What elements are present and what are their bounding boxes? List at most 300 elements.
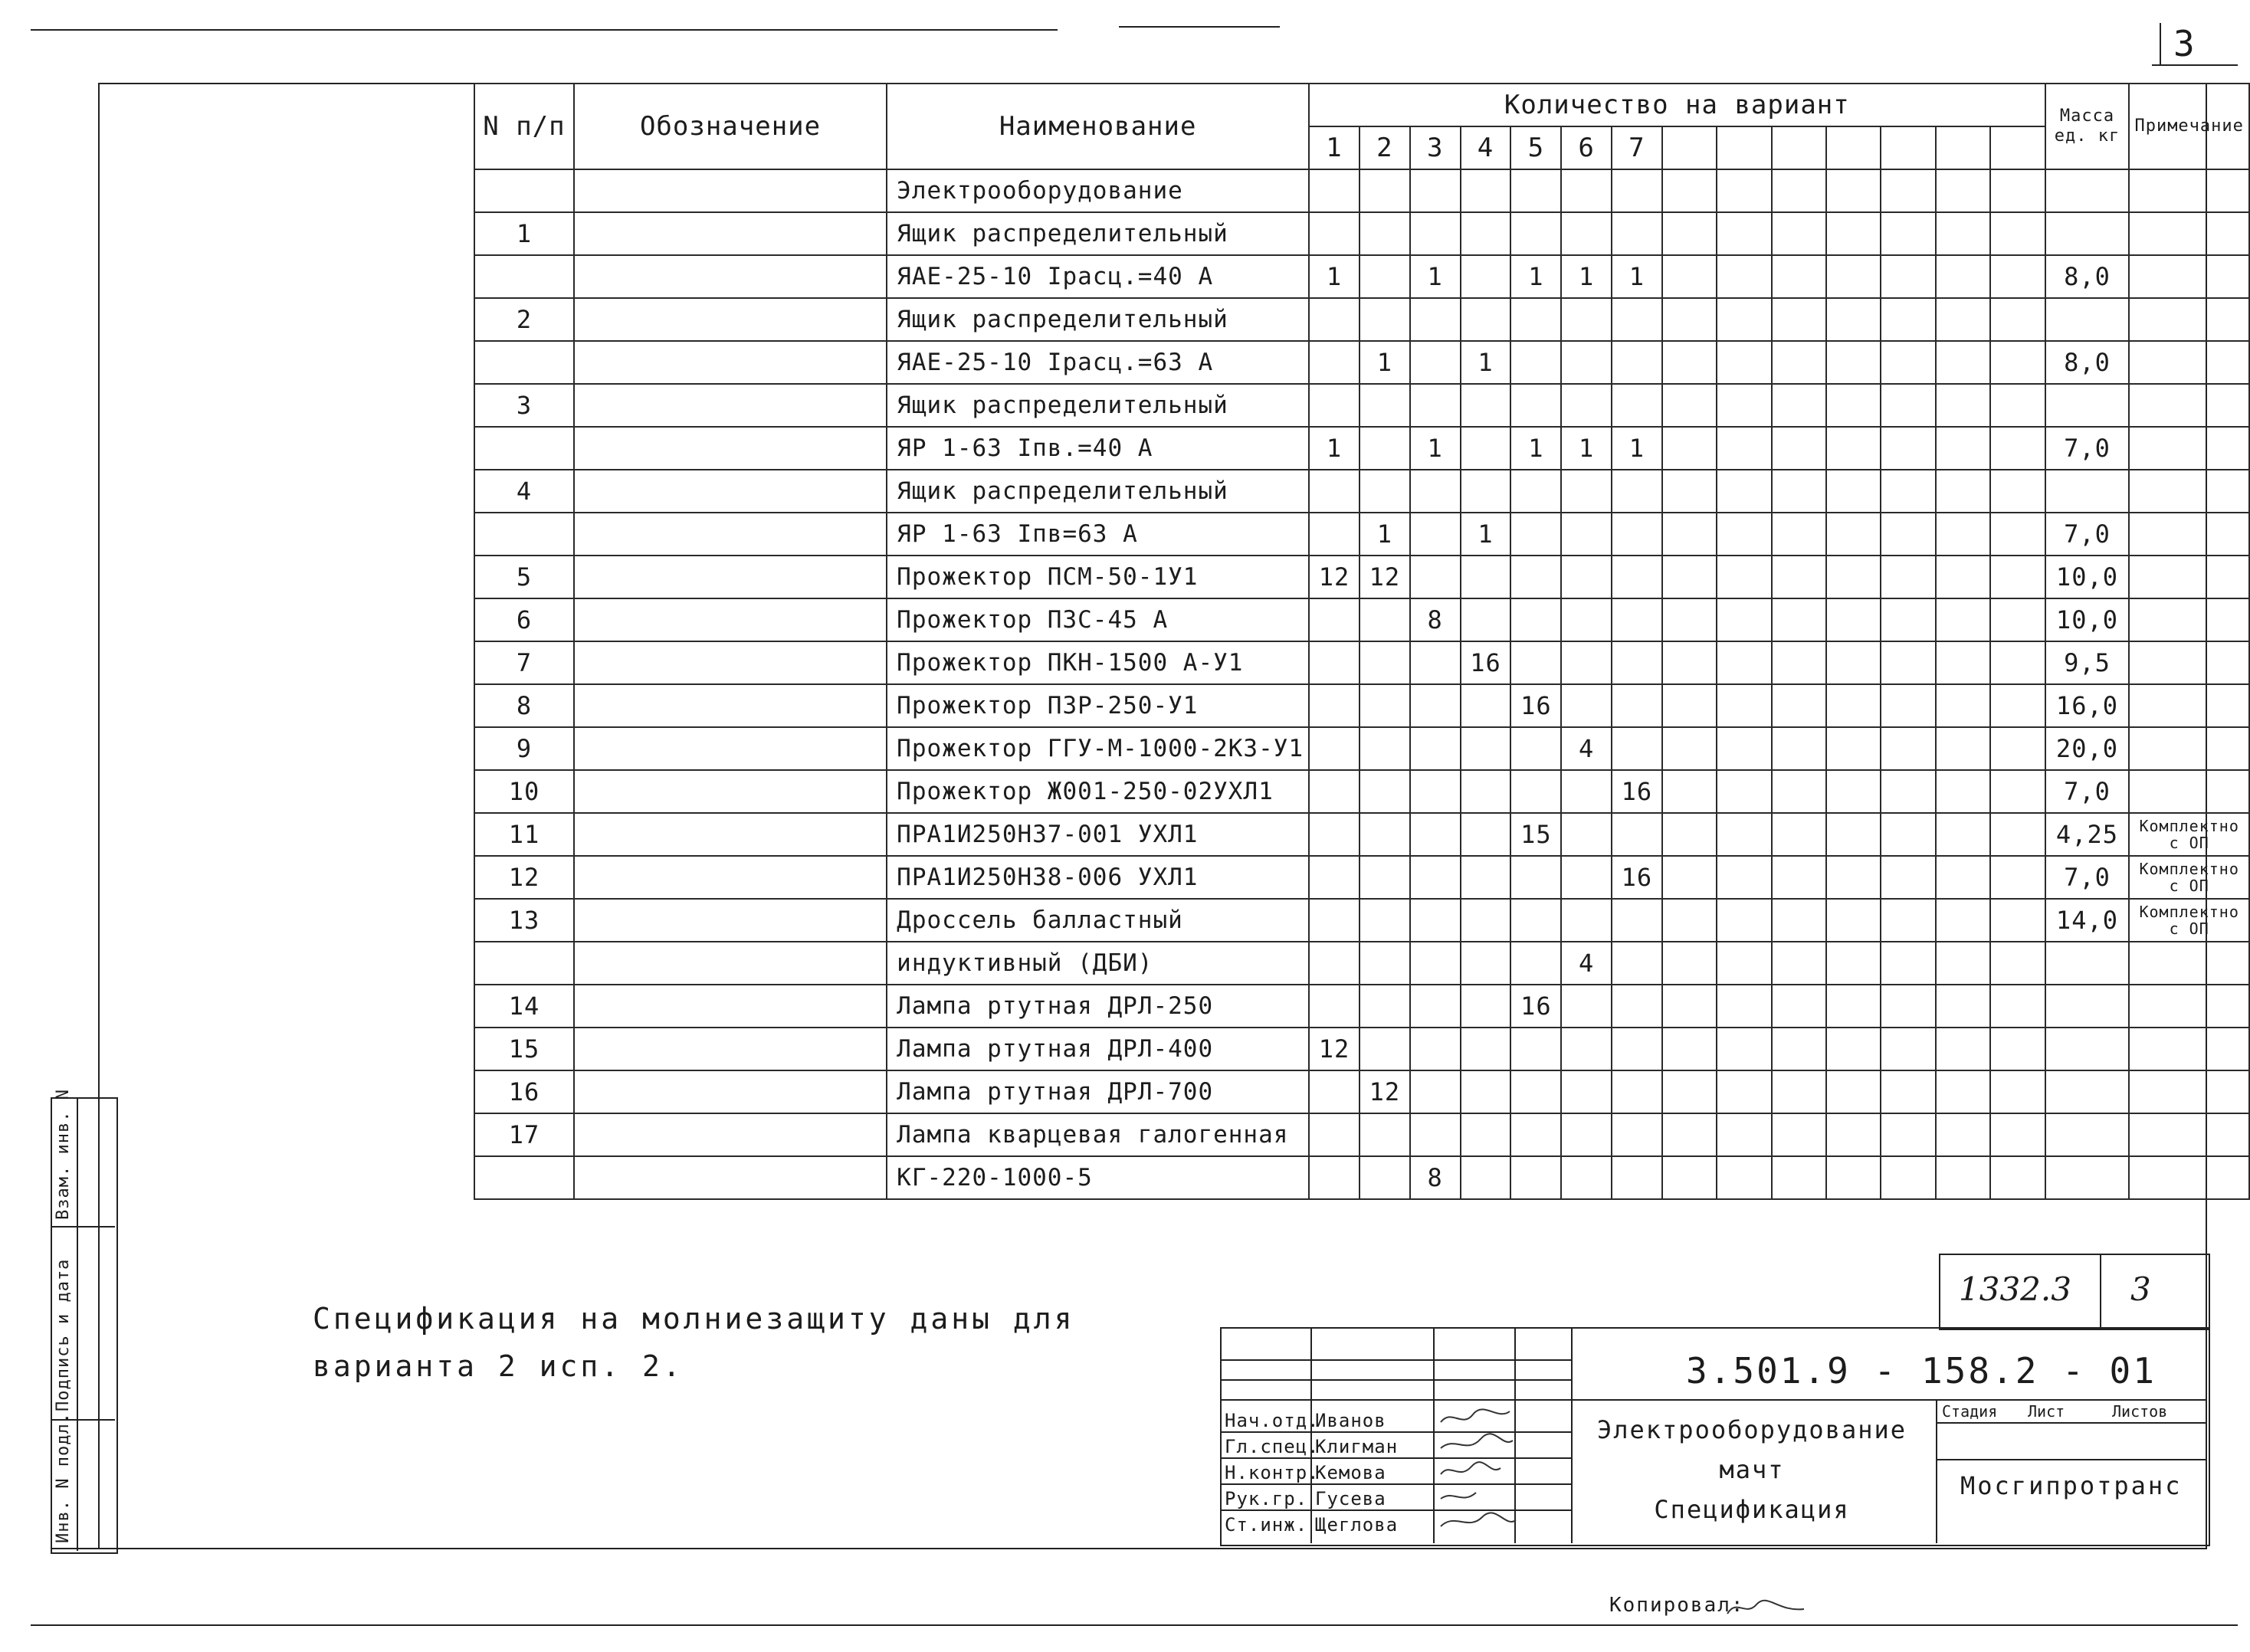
row-quantity-empty xyxy=(1772,341,1826,384)
row-quantity xyxy=(1561,513,1612,556)
row-quantity xyxy=(1410,770,1461,813)
row-quantity-empty xyxy=(1662,298,1717,341)
row-quantity-empty xyxy=(1717,1028,1771,1070)
row-quantity xyxy=(1360,255,1410,298)
table-row xyxy=(474,598,2249,641)
variant-header: 3 xyxy=(1410,126,1461,169)
row-quantity-empty xyxy=(1936,856,1990,899)
row-quantity-empty xyxy=(1717,1156,1771,1199)
row-quantity: 4 xyxy=(1561,727,1612,770)
row-quantity: 1 xyxy=(1309,427,1360,470)
table-row xyxy=(474,470,2249,513)
stamp-person: Гусева xyxy=(1315,1488,1386,1509)
row-quantity-empty xyxy=(1881,1113,1935,1156)
row-quantity xyxy=(1309,813,1360,856)
frame-bottom xyxy=(51,1548,2207,1549)
row-quantity-empty xyxy=(1717,813,1771,856)
row-quantity-empty xyxy=(1826,513,1881,556)
row-quantity xyxy=(1309,298,1360,341)
row-quantity-empty xyxy=(1990,598,2045,641)
row-designation xyxy=(574,513,887,556)
row-quantity xyxy=(1461,1156,1511,1199)
row-quantity xyxy=(1510,513,1561,556)
row-quantity: 1 xyxy=(1360,341,1410,384)
row-quantity-empty xyxy=(1881,1156,1935,1199)
row-quantity-empty xyxy=(1662,856,1717,899)
row-quantity-empty xyxy=(1826,470,1881,513)
row-note xyxy=(2129,556,2249,598)
row-quantity-empty xyxy=(1881,556,1935,598)
title-block-col xyxy=(1433,1327,1435,1543)
row-number: 9 xyxy=(474,727,574,770)
row-note xyxy=(2129,212,2249,255)
row-quantity-empty xyxy=(1772,255,1826,298)
row-note xyxy=(2129,1070,2249,1113)
row-quantity-empty xyxy=(1717,255,1771,298)
row-quantity-empty xyxy=(1772,598,1826,641)
row-quantity xyxy=(1561,770,1612,813)
row-quantity-empty xyxy=(1772,427,1826,470)
row-quantity: 16 xyxy=(1612,856,1662,899)
row-quantity-empty xyxy=(1717,770,1771,813)
variant-header-empty xyxy=(1990,126,2045,169)
row-quantity-empty xyxy=(1881,1070,1935,1113)
row-note xyxy=(2129,513,2249,556)
row-designation xyxy=(574,942,887,985)
copier-signature xyxy=(1724,1594,1809,1621)
row-quantity xyxy=(1461,255,1511,298)
row-mass xyxy=(2045,1156,2130,1199)
sheets-label: Листов xyxy=(2112,1402,2168,1421)
row-quantity-empty xyxy=(1826,556,1881,598)
row-quantity xyxy=(1461,556,1511,598)
row-quantity-empty xyxy=(1881,384,1935,427)
row-quantity-empty xyxy=(1717,985,1771,1028)
row-name: Лампа ртутная ДРЛ-700 xyxy=(887,1070,1309,1113)
row-quantity xyxy=(1561,641,1612,684)
row-quantity: 1 xyxy=(1612,255,1662,298)
row-quantity-empty xyxy=(1662,513,1717,556)
row-quantity xyxy=(1360,169,1410,212)
table-row xyxy=(474,255,2249,298)
row-quantity xyxy=(1410,641,1461,684)
row-quantity xyxy=(1309,684,1360,727)
row-quantity-empty xyxy=(1936,770,1990,813)
row-quantity xyxy=(1461,598,1511,641)
table-row xyxy=(474,169,2249,212)
row-quantity xyxy=(1561,1028,1612,1070)
row-name: Ящик распределительный xyxy=(887,212,1309,255)
row-quantity: 1 xyxy=(1461,341,1511,384)
row-quantity: 1 xyxy=(1461,513,1511,556)
row-mass: 20,0 xyxy=(2045,727,2130,770)
row-note xyxy=(2129,1028,2249,1070)
copied-by-label: Копировал: xyxy=(1609,1594,1745,1617)
row-number: 2 xyxy=(474,298,574,341)
row-quantity: 16 xyxy=(1461,641,1511,684)
row-quantity-empty xyxy=(1772,212,1826,255)
row-quantity xyxy=(1510,212,1561,255)
row-quantity-empty xyxy=(1826,298,1881,341)
row-quantity-empty xyxy=(1936,1028,1990,1070)
row-quantity-empty xyxy=(1772,684,1826,727)
row-quantity-empty xyxy=(1662,942,1717,985)
row-quantity xyxy=(1510,1156,1561,1199)
row-name: ЯР 1-63 Iпв.=40 А xyxy=(887,427,1309,470)
row-quantity xyxy=(1309,899,1360,942)
row-quantity xyxy=(1461,169,1511,212)
table-row xyxy=(474,1156,2249,1199)
header-name: Наименование xyxy=(887,84,1309,169)
row-quantity xyxy=(1612,813,1662,856)
row-quantity: 1 xyxy=(1561,427,1612,470)
row-quantity-empty xyxy=(1717,1070,1771,1113)
row-name: КГ-220-1000-5 xyxy=(887,1156,1309,1199)
row-name: Прожектор ПСМ-50-1У1 xyxy=(887,556,1309,598)
caption-line-2: варианта 2 исп. 2. xyxy=(313,1349,684,1383)
row-quantity xyxy=(1360,470,1410,513)
inventory-sheet: 3 xyxy=(2130,1270,2151,1308)
row-note xyxy=(2129,255,2249,298)
row-quantity xyxy=(1612,684,1662,727)
row-quantity xyxy=(1612,598,1662,641)
row-quantity-empty xyxy=(1990,1028,2045,1070)
row-quantity-empty xyxy=(1990,513,2045,556)
row-quantity-empty xyxy=(1717,556,1771,598)
row-quantity xyxy=(1461,212,1511,255)
row-quantity-empty xyxy=(1881,212,1935,255)
row-quantity xyxy=(1410,1028,1461,1070)
row-quantity-empty xyxy=(1826,1070,1881,1113)
variant-header-empty xyxy=(1826,126,1881,169)
variant-header-empty xyxy=(1772,126,1826,169)
row-quantity xyxy=(1410,341,1461,384)
row-quantity-empty xyxy=(1662,470,1717,513)
row-quantity xyxy=(1561,341,1612,384)
row-quantity xyxy=(1410,384,1461,427)
row-mass xyxy=(2045,384,2130,427)
row-note: Комплектно с ОП xyxy=(2129,899,2249,942)
specification-table xyxy=(474,83,2250,1200)
row-name: Прожектор ГГУ-М-1000-2КЗ-У1 xyxy=(887,727,1309,770)
row-quantity-empty xyxy=(1990,727,2045,770)
row-designation xyxy=(574,169,887,212)
stamp-person: Щеглова xyxy=(1315,1514,1399,1536)
side-label-replaced: Взам. инв. N xyxy=(54,1089,73,1220)
row-quantity-empty xyxy=(1936,427,1990,470)
top-border-line-right xyxy=(1119,26,1280,28)
row-quantity xyxy=(1309,1070,1360,1113)
row-note xyxy=(2129,384,2249,427)
table-row xyxy=(474,556,2249,598)
row-quantity: 1 xyxy=(1410,427,1461,470)
row-quantity-empty xyxy=(1881,727,1935,770)
row-quantity xyxy=(1561,212,1612,255)
row-quantity-empty xyxy=(1772,384,1826,427)
row-quantity xyxy=(1612,899,1662,942)
stamp-person: Иванов xyxy=(1315,1410,1386,1431)
row-quantity-empty xyxy=(1717,641,1771,684)
variant-header-empty xyxy=(1881,126,1935,169)
row-quantity-empty xyxy=(1662,427,1717,470)
row-quantity xyxy=(1561,556,1612,598)
specification-caption xyxy=(313,1295,1074,1390)
row-quantity xyxy=(1510,942,1561,985)
row-designation xyxy=(574,427,887,470)
row-quantity: 12 xyxy=(1309,1028,1360,1070)
row-quantity-empty xyxy=(1772,513,1826,556)
stamp-role: Ст.инж. xyxy=(1225,1514,1308,1536)
title-block-col xyxy=(1936,1399,1937,1543)
row-quantity-empty xyxy=(1881,298,1935,341)
row-quantity xyxy=(1309,770,1360,813)
side-stamp-divider xyxy=(77,1097,78,1551)
row-quantity-empty xyxy=(1826,727,1881,770)
row-quantity xyxy=(1360,598,1410,641)
row-quantity-empty xyxy=(1990,384,2045,427)
row-designation xyxy=(574,341,887,384)
row-note xyxy=(2129,1113,2249,1156)
row-mass: 10,0 xyxy=(2045,598,2130,641)
table-row xyxy=(474,1113,2249,1156)
row-quantity-empty xyxy=(1990,1113,2045,1156)
row-quantity-empty xyxy=(1936,556,1990,598)
row-quantity xyxy=(1510,899,1561,942)
sheet-number-divider xyxy=(2160,23,2161,66)
row-name: Лампа кварцевая галогенная xyxy=(887,1113,1309,1156)
row-quantity-empty xyxy=(1662,1070,1717,1113)
table-row xyxy=(474,856,2249,899)
row-name: Лампа ртутная ДРЛ-400 xyxy=(887,1028,1309,1070)
row-designation xyxy=(574,1156,887,1199)
variant-header: 2 xyxy=(1360,126,1410,169)
row-quantity xyxy=(1461,1070,1511,1113)
row-note xyxy=(2129,341,2249,384)
row-mass: 16,0 xyxy=(2045,684,2130,727)
row-number xyxy=(474,169,574,212)
row-quantity xyxy=(1461,727,1511,770)
row-mass: 14,0 xyxy=(2045,899,2130,942)
row-quantity-empty xyxy=(1772,1070,1826,1113)
row-quantity-empty xyxy=(1990,1070,2045,1113)
row-note: Комплектно с ОП xyxy=(2129,813,2249,856)
row-quantity-empty xyxy=(1990,985,2045,1028)
row-mass: 7,0 xyxy=(2045,856,2130,899)
row-mass xyxy=(2045,212,2130,255)
row-quantity xyxy=(1612,1070,1662,1113)
row-number: 11 xyxy=(474,813,574,856)
row-designation xyxy=(574,212,887,255)
row-quantity xyxy=(1561,1156,1612,1199)
row-quantity-empty xyxy=(1990,427,2045,470)
row-quantity xyxy=(1561,384,1612,427)
row-quantity-empty xyxy=(1717,298,1771,341)
row-quantity-empty xyxy=(1936,684,1990,727)
row-quantity-empty xyxy=(1772,813,1826,856)
row-quantity: 12 xyxy=(1309,556,1360,598)
row-quantity-empty xyxy=(1717,727,1771,770)
row-quantity-empty xyxy=(1826,169,1881,212)
row-quantity-empty xyxy=(1717,513,1771,556)
row-quantity-empty xyxy=(1936,513,1990,556)
row-quantity-empty xyxy=(1936,169,1990,212)
row-quantity-empty xyxy=(1881,427,1935,470)
row-quantity xyxy=(1410,985,1461,1028)
table-row xyxy=(474,985,2249,1028)
row-quantity xyxy=(1360,1028,1410,1070)
row-quantity xyxy=(1561,169,1612,212)
variant-header: 7 xyxy=(1612,126,1662,169)
row-name: Ящик распределительный xyxy=(887,470,1309,513)
row-quantity xyxy=(1410,470,1461,513)
row-quantity xyxy=(1612,513,1662,556)
table-row xyxy=(474,427,2249,470)
row-designation xyxy=(574,556,887,598)
row-quantity xyxy=(1410,1070,1461,1113)
row-quantity: 15 xyxy=(1510,813,1561,856)
row-quantity-empty xyxy=(1990,684,2045,727)
row-note xyxy=(2129,770,2249,813)
row-quantity-empty xyxy=(1772,1113,1826,1156)
row-quantity xyxy=(1410,684,1461,727)
row-name: ПРА1И250Н38-006 УХЛ1 xyxy=(887,856,1309,899)
table-row xyxy=(474,212,2249,255)
row-quantity-empty xyxy=(1936,341,1990,384)
row-quantity xyxy=(1360,298,1410,341)
row-quantity-empty xyxy=(1826,255,1881,298)
row-quantity-empty xyxy=(1881,255,1935,298)
row-quantity-empty xyxy=(1717,856,1771,899)
table-row xyxy=(474,298,2249,341)
row-number: 7 xyxy=(474,641,574,684)
row-number: 12 xyxy=(474,856,574,899)
row-designation xyxy=(574,899,887,942)
row-quantity xyxy=(1410,169,1461,212)
row-quantity: 1 xyxy=(1510,427,1561,470)
document-title-line-1: Электрооборудование мачт xyxy=(1596,1415,1907,1484)
row-mass: 8,0 xyxy=(2045,341,2130,384)
row-quantity xyxy=(1309,212,1360,255)
row-quantity xyxy=(1309,169,1360,212)
row-quantity xyxy=(1309,1156,1360,1199)
stamp-role: Рук.гр. xyxy=(1225,1488,1308,1509)
table-row xyxy=(474,684,2249,727)
row-quantity xyxy=(1461,856,1511,899)
row-mass xyxy=(2045,1113,2130,1156)
table-row xyxy=(474,1028,2249,1070)
row-quantity-empty xyxy=(1990,813,2045,856)
row-quantity xyxy=(1461,427,1511,470)
row-quantity-empty xyxy=(1990,770,2045,813)
row-designation xyxy=(574,1028,887,1070)
row-quantity-empty xyxy=(1772,727,1826,770)
row-note xyxy=(2129,1156,2249,1199)
row-quantity xyxy=(1410,298,1461,341)
row-quantity xyxy=(1612,641,1662,684)
title-block-line xyxy=(1220,1399,2207,1401)
row-number: 1 xyxy=(474,212,574,255)
row-quantity-empty xyxy=(1826,856,1881,899)
row-quantity-empty xyxy=(1772,985,1826,1028)
row-quantity xyxy=(1410,556,1461,598)
row-quantity xyxy=(1360,641,1410,684)
row-quantity xyxy=(1510,727,1561,770)
row-quantity-empty xyxy=(1936,212,1990,255)
row-quantity xyxy=(1309,1113,1360,1156)
variant-header: 5 xyxy=(1510,126,1561,169)
row-number: 4 xyxy=(474,470,574,513)
row-name: Прожектор ПКН-1500 А-У1 xyxy=(887,641,1309,684)
header-designation: Обозначение xyxy=(574,84,887,169)
row-quantity-empty xyxy=(1772,470,1826,513)
row-quantity: 4 xyxy=(1561,942,1612,985)
row-quantity xyxy=(1461,1113,1511,1156)
row-quantity-empty xyxy=(1881,169,1935,212)
row-quantity-empty xyxy=(1662,169,1717,212)
row-quantity: 16 xyxy=(1612,770,1662,813)
row-quantity-empty xyxy=(1662,255,1717,298)
row-quantity xyxy=(1561,1070,1612,1113)
row-note xyxy=(2129,684,2249,727)
row-quantity-empty xyxy=(1936,298,1990,341)
row-quantity-empty xyxy=(1826,985,1881,1028)
row-mass: 7,0 xyxy=(2045,513,2130,556)
row-quantity xyxy=(1561,1113,1612,1156)
row-quantity xyxy=(1461,1028,1511,1070)
row-number: 17 xyxy=(474,1113,574,1156)
row-number xyxy=(474,513,574,556)
row-quantity-empty xyxy=(1990,298,2045,341)
title-block-line xyxy=(1936,1422,2207,1424)
row-quantity-empty xyxy=(1662,1156,1717,1199)
row-quantity-empty xyxy=(1662,770,1717,813)
row-quantity xyxy=(1561,684,1612,727)
row-quantity xyxy=(1510,384,1561,427)
row-quantity xyxy=(1510,169,1561,212)
row-quantity-empty xyxy=(1826,341,1881,384)
row-quantity-empty xyxy=(1881,1028,1935,1070)
row-quantity xyxy=(1510,770,1561,813)
row-quantity: 16 xyxy=(1510,684,1561,727)
row-quantity-empty xyxy=(1936,899,1990,942)
row-designation xyxy=(574,598,887,641)
row-name: ЯАЕ-25-10 Iрасц.=63 А xyxy=(887,341,1309,384)
variant-header: 6 xyxy=(1561,126,1612,169)
top-border-line-far xyxy=(2152,64,2238,66)
row-quantity xyxy=(1510,856,1561,899)
row-quantity xyxy=(1309,856,1360,899)
row-quantity xyxy=(1461,813,1511,856)
row-quantity-empty xyxy=(1881,341,1935,384)
side-label-inventory: Инв. N подл. xyxy=(54,1412,73,1543)
variant-header: 1 xyxy=(1309,126,1360,169)
row-quantity xyxy=(1461,684,1511,727)
row-quantity xyxy=(1612,1113,1662,1156)
top-border-line xyxy=(31,29,1058,31)
row-quantity-empty xyxy=(1662,1113,1717,1156)
row-mass xyxy=(2045,1028,2130,1070)
row-name: индуктивный (ДБИ) xyxy=(887,942,1309,985)
row-mass xyxy=(2045,169,2130,212)
row-quantity-empty xyxy=(1662,985,1717,1028)
row-designation xyxy=(574,856,887,899)
row-mass: 9,5 xyxy=(2045,641,2130,684)
row-quantity xyxy=(1510,1070,1561,1113)
stage-label: Стадия xyxy=(1942,1402,1998,1421)
row-quantity-empty xyxy=(1881,684,1935,727)
row-quantity xyxy=(1410,212,1461,255)
page-bottom-line xyxy=(31,1624,2238,1626)
